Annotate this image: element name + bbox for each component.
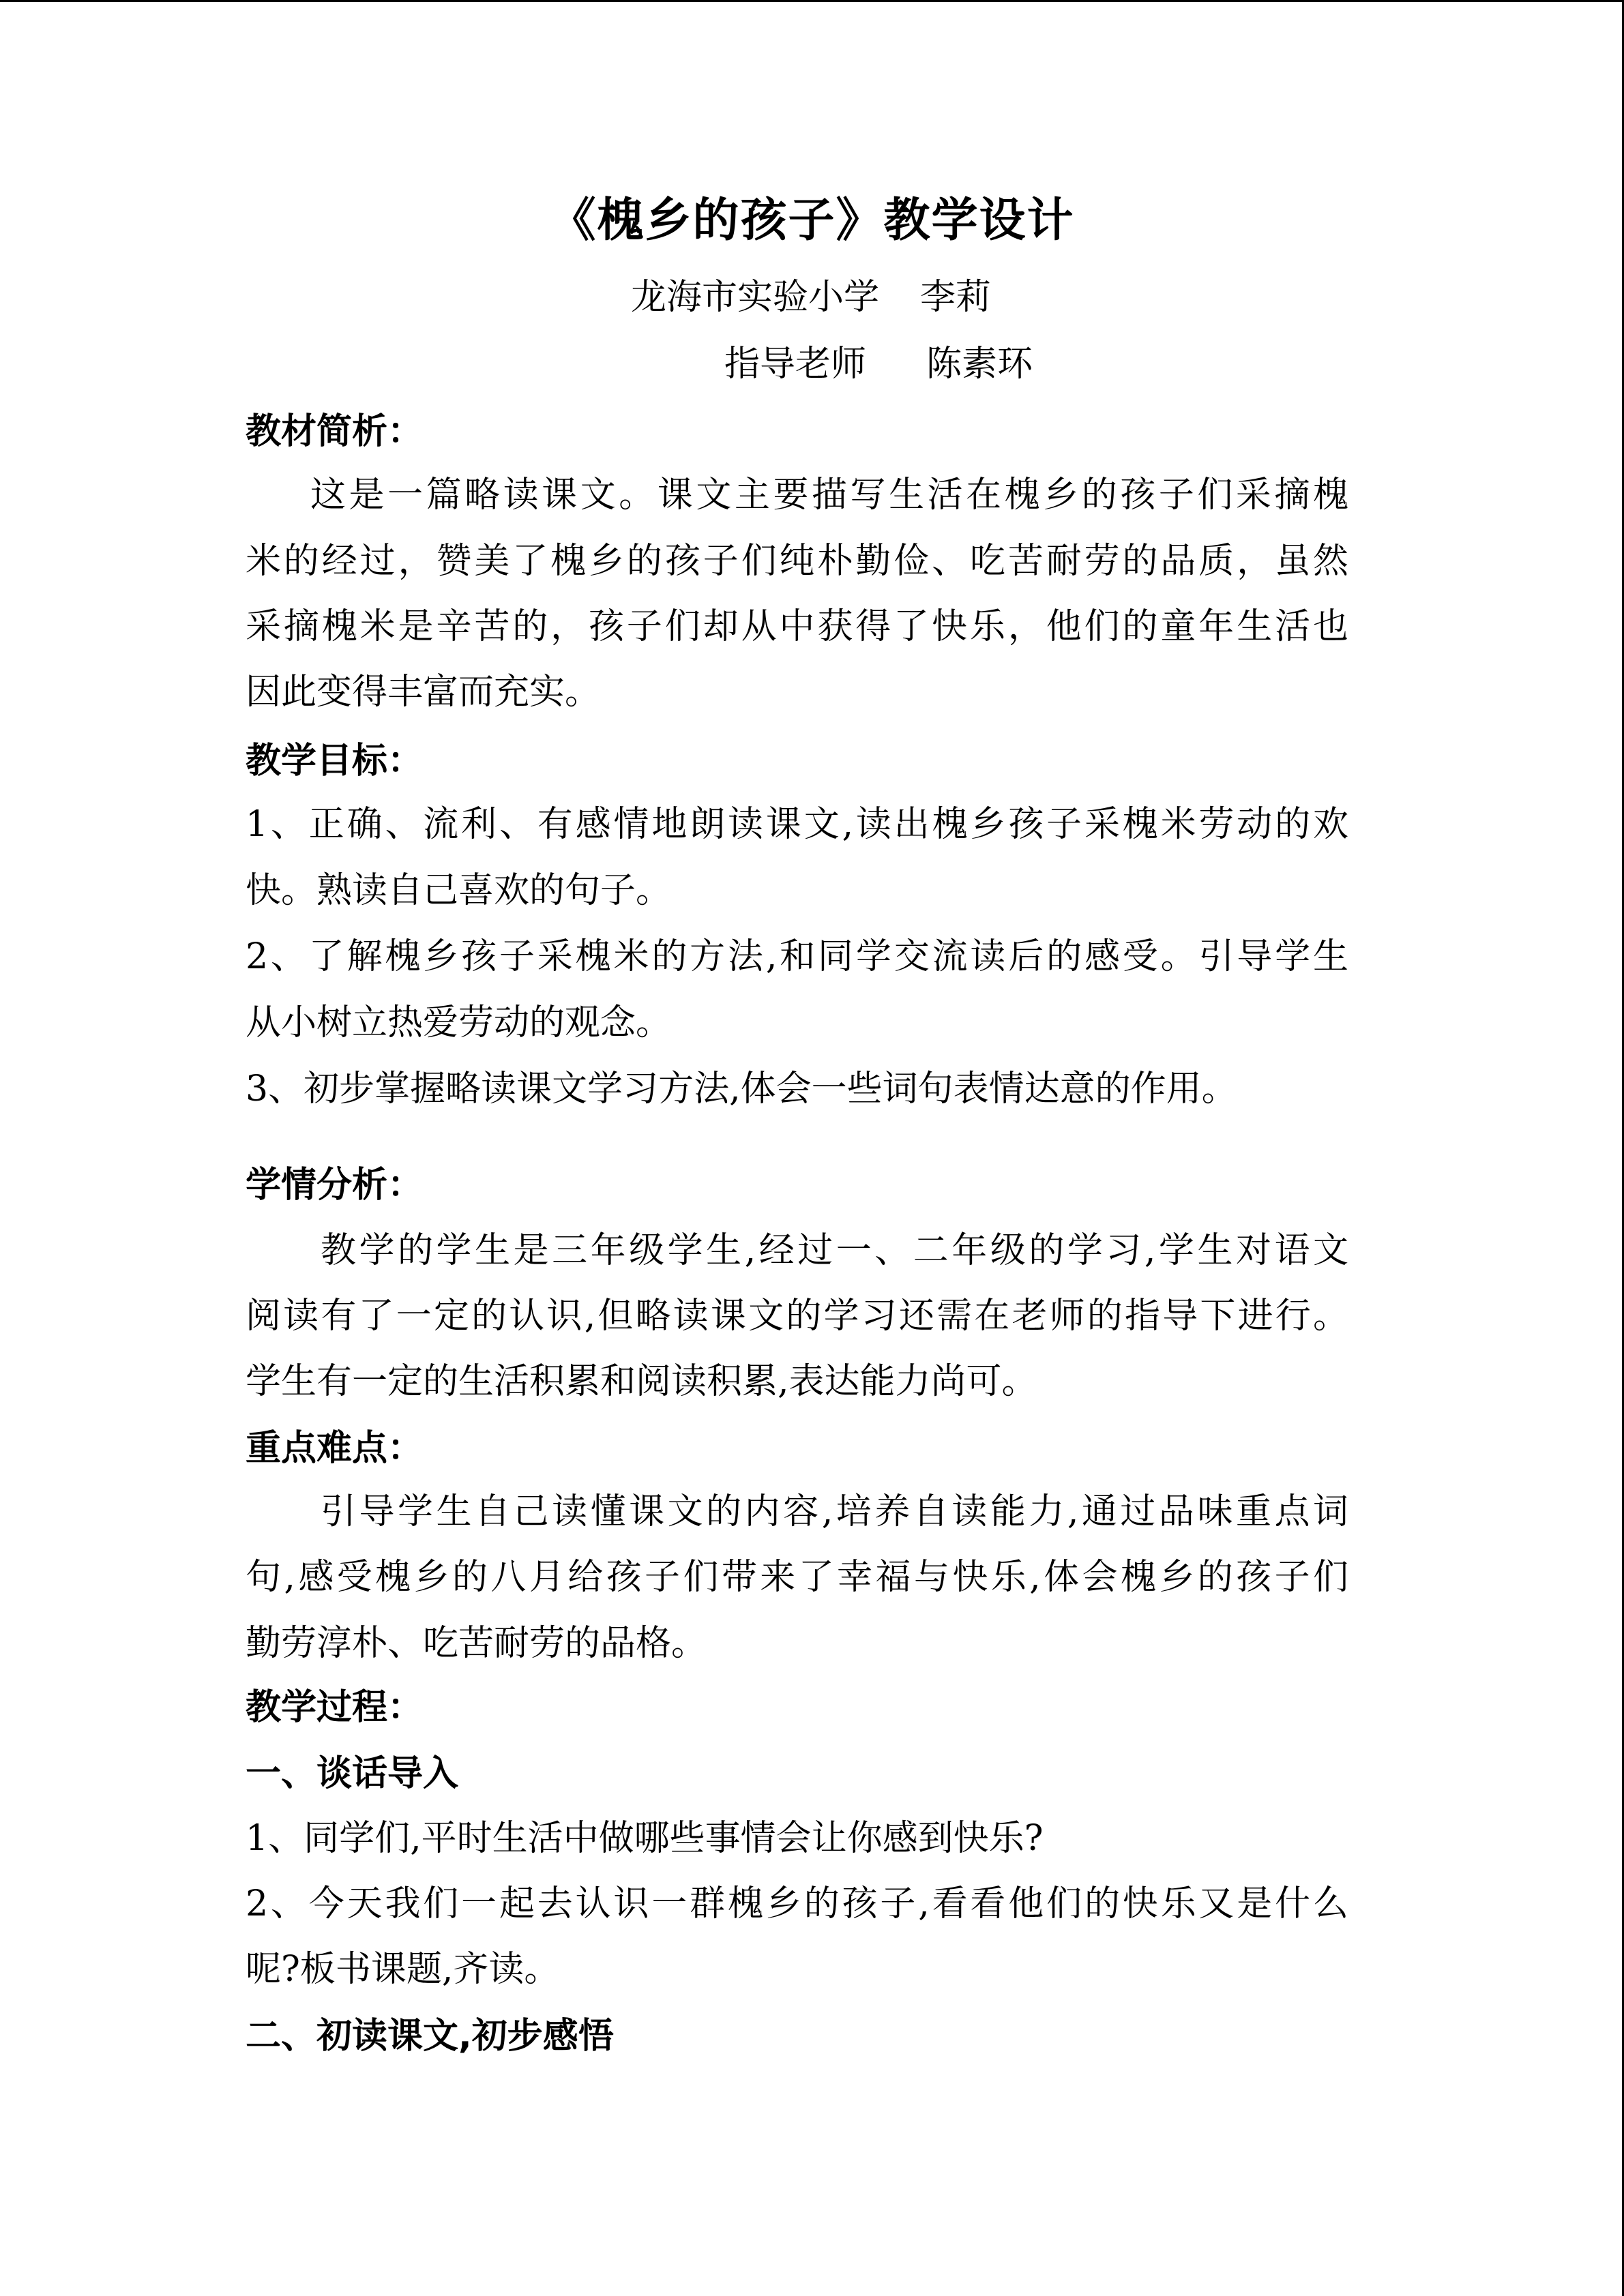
paragraph-line: 因此变得丰富而充实。 — [246, 672, 601, 713]
subsection-heading-first-reading: 二、初读课文,初步感悟 — [246, 2016, 614, 2057]
subsection-heading-intro: 一、谈话导入 — [246, 1753, 459, 1794]
advisor-label: 指导老师 — [724, 344, 867, 385]
paragraph-line: 采摘槐米是辛苦的，孩子们却从中获得了快乐，他们的童年生活也 — [246, 606, 1348, 647]
paragraph-line: 阅读有了一定的认识,但略读课文的学习还需在老师的指导下进行。 — [246, 1296, 1348, 1337]
list-item: 3、初步掌握略读课文学习方法,体会一些词句表情达意的作用。 — [246, 1069, 1237, 1109]
section-heading-students: 学情分析： — [246, 1165, 424, 1206]
paragraph-line: 学生有一定的生活积累和阅读积累,表达能力尚可。 — [246, 1361, 1037, 1402]
advisor-line — [724, 344, 1033, 385]
document-title: 《槐乡的孩子》教学设计 — [549, 194, 1075, 248]
paragraph-line: 引导学生自己读懂课文的内容,培养自读能力,通过品味重点词 — [321, 1491, 1348, 1532]
list-item: 2、今天我们一起去认识一群槐乡的孩子,看看他们的快乐又是什么 — [246, 1883, 1348, 1924]
author-line — [631, 277, 992, 318]
list-item: 1、同学们,平时生活中做哪些事情会让你感到快乐? — [246, 1818, 1044, 1859]
paragraph-line: 勤劳淳朴、吃苦耐劳的品格。 — [246, 1623, 707, 1664]
section-heading-focus: 重点难点： — [246, 1428, 424, 1469]
paragraph-line: 米的经过，赞美了槐乡的孩子们纯朴勤俭、吃苦耐劳的品质，虽然 — [246, 541, 1348, 582]
list-item: 呢?板书课题,齐读。 — [246, 1949, 560, 1990]
list-item: 2、了解槐乡孩子采槐米的方法,和同学交流读后的感受。引导学生 — [246, 936, 1348, 977]
section-heading-goals: 教学目标： — [246, 741, 424, 781]
paragraph-line: 教学的学生是三年级学生,经过一、二年级的学习,学生对语文 — [321, 1230, 1348, 1271]
section-heading-analysis: 教材简析： — [246, 411, 424, 452]
author-name: 李莉 — [920, 277, 992, 318]
advisor-name: 陈素环 — [926, 344, 1033, 385]
list-item: 快。熟读自己喜欢的句子。 — [246, 870, 672, 911]
section-heading-process: 教学过程： — [246, 1687, 424, 1728]
author-school: 龙海市实验小学 — [631, 277, 880, 318]
list-item: 1、正确、流利、有感情地朗读课文,读出槐乡孩子采槐米劳动的欢 — [246, 804, 1348, 845]
list-item: 从小树立热爱劳动的观念。 — [246, 1002, 672, 1043]
paragraph-line: 句,感受槐乡的八月给孩子们带来了幸福与快乐,体会槐乡的孩子们 — [246, 1557, 1348, 1598]
paragraph-line: 这是一篇略读课文。课文主要描写生活在槐乡的孩子们采摘槐 — [310, 475, 1348, 516]
